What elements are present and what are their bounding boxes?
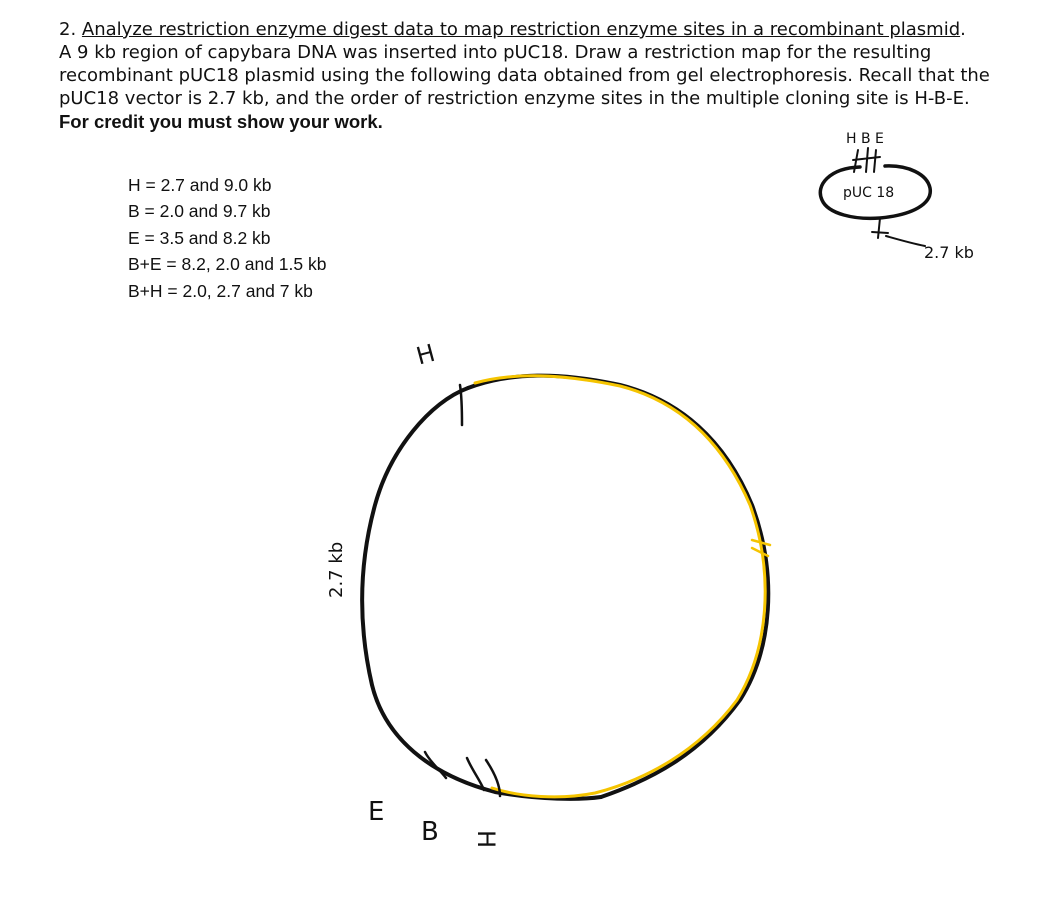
vector-segment (362, 388, 601, 799)
credit-note: For credit you must show your work. (59, 111, 383, 132)
small-size-label: 2.7 kb (924, 243, 974, 262)
digest-e: E = 3.5 and 8.2 kb (128, 227, 271, 248)
digest-b-e: B+E = 8.2, 2.0 and 1.5 kb (128, 254, 327, 275)
top-site-label: H (413, 338, 438, 371)
insert-highlight (475, 376, 765, 797)
bottom-site-e: E (368, 797, 385, 827)
question-body-line-3: pUC18 vector is 2.7 kb, and the order of restriction enzyme sites in the multiple cloning site is H-B-E. (59, 88, 970, 109)
bottom-site-h: H (472, 830, 500, 849)
question-body-line-1: A 9 kb region of capybara DNA was inserted into pUC18. Draw a restriction map for the resulting (59, 42, 932, 63)
bottom-site-b: B (421, 817, 439, 847)
small-site-labels: H B E (846, 131, 884, 147)
top-site-tick (460, 385, 462, 425)
digest-h: H = 2.7 and 9.0 kb (128, 175, 272, 195)
small-plasmid-sketch (820, 131, 974, 262)
question-title: Analyze restriction enzyme digest data to map restriction enzyme sites in a recombinant plasmid (81, 19, 961, 40)
vector-size-label: 2.7 kb (326, 541, 347, 598)
digest-b: B = 2.0 and 9.7 kb (128, 201, 271, 222)
question-body-line-2: recombinant pUC18 plasmid using the following data obtained from gel electrophoresis. Recall that the (59, 65, 990, 86)
question-number: 2. (59, 19, 77, 40)
small-plasmid-label: pUC 18 (843, 185, 895, 201)
question-title-period: . (960, 19, 966, 40)
digest-b-h: B+H = 2.0, 2.7 and 7 kb (128, 280, 313, 301)
large-plasmid-sketch (326, 339, 770, 848)
